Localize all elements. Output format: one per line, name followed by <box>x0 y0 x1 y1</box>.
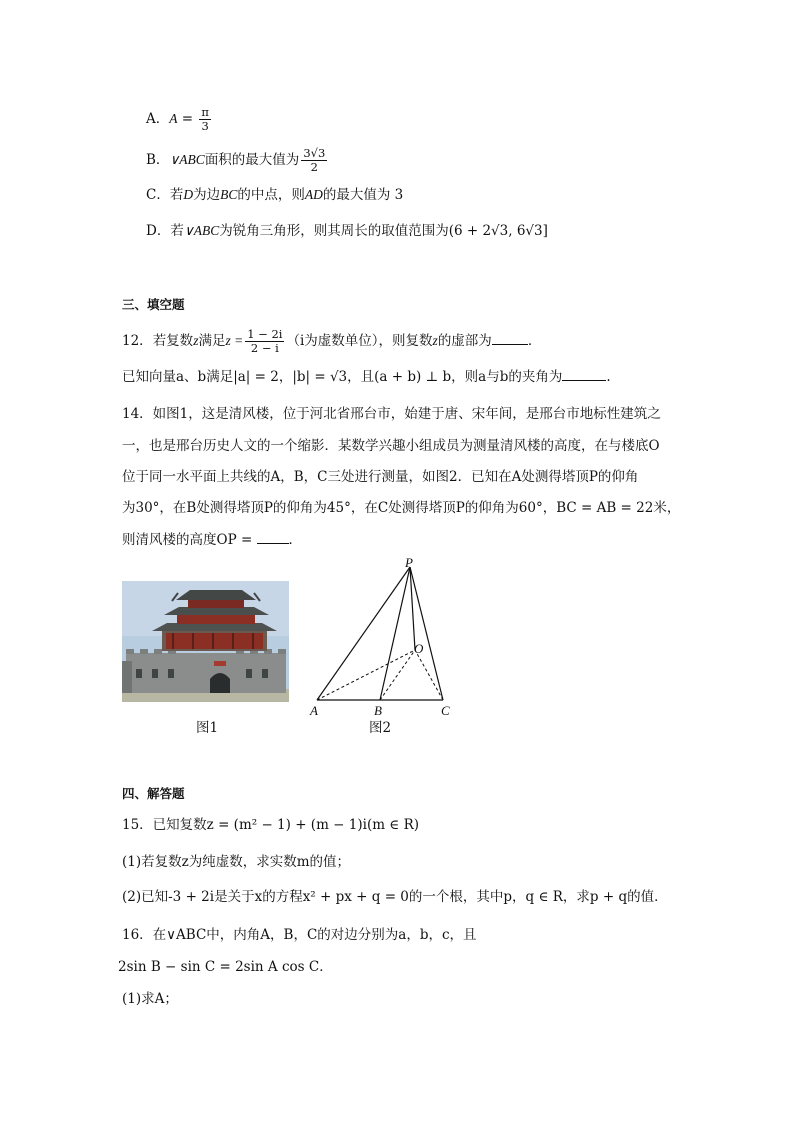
figure-2-caption: 图2 <box>369 720 392 736</box>
answer-blank <box>492 332 528 345</box>
question-12: 12．若复数z满足z = $\frac{1 - 2i}{2 - i}$ （i为虚数单位），则复数z的虚部为 ． <box>122 327 542 355</box>
fraction: $\frac{3√3}{2}$ <box>303 146 326 174</box>
question-15-part-1: (1)若复数z为纯虚数，求实数m的值； <box>122 854 351 870</box>
tower-photo <box>122 581 289 702</box>
point-label-b: B <box>374 703 382 718</box>
point-label-o: O <box>414 641 424 656</box>
question-14-line: 14．如图1，这是清风楼，位于河北省邢台市，始建于唐、宋年间，是邢台市地标性建筑之 <box>122 406 661 422</box>
question-16-part-1: (1)求A； <box>122 991 178 1007</box>
fraction: $\frac{\pi}{3}$ <box>201 105 209 133</box>
option-a: A．A = $\frac{\pi}{3}$ <box>146 105 209 133</box>
fraction: $\frac{1 - 2i}{2 - i}$ <box>247 327 283 355</box>
range-expression: (6 + 2√3, 6√3] <box>448 223 548 239</box>
question-14-line: 为30°，在B处测得塔顶P的仰角为45°，在C处测得塔顶P的仰角为60°，BC = AB = 22米， <box>122 500 681 516</box>
answer-blank <box>257 531 289 544</box>
point-label-c: C <box>441 703 450 718</box>
figure-1-caption: 图1 <box>196 720 219 736</box>
point-label-p: P <box>405 555 413 570</box>
section-title: 三、填空题 <box>122 297 185 312</box>
question-16-equation: 2sin B − sin C = 2sin A cos C． <box>118 959 333 975</box>
question-13: 已知向量a、b满足|a| = 2，|b| = √3，且(a + b) ⊥ b，则a与b的夹角为 . <box>122 369 611 385</box>
question-15-part-2: (2)已知-3 + 2i是关于x的方程x² + px + q = 0的一个根，其中p，q ∈ R，求p + q的值． <box>122 889 668 905</box>
question-14-line-last: 则清风楼的高度OP = ． <box>122 532 303 548</box>
question-15-stem: 15．已知复数z = (m² − 1) + (m − 1)i(m ∈ R) <box>122 817 420 833</box>
option-d: D．若∨ABC为锐角三角形，则其周长的取值范围为(6 + 2√3, 6√3] <box>146 223 548 239</box>
option-c: C．若D为边BC的中点，则AD的最大值为 3 <box>146 187 404 203</box>
geometry-diagram <box>300 555 470 720</box>
option-b: B．∨ABC面积的最大值为 $\frac{3√3}{2}$ <box>146 146 326 174</box>
question-14-line: 位于同一水平面上共线的A，B，C三处进行测量，如图2．已知在A处测得塔顶P的仰角 <box>122 469 639 485</box>
question-16-stem: 16．在∨ABC中，内角A，B，C的对边分别为a，b，c，且 <box>122 927 477 943</box>
question-14-line: 一，也是邢台历史人文的一个缩影．某数学兴趣小组成员为测量清风楼的高度，在与楼底O <box>122 438 660 454</box>
section-title: 四、解答题 <box>122 786 185 801</box>
answer-blank <box>562 368 606 381</box>
point-label-a: A <box>310 703 318 718</box>
